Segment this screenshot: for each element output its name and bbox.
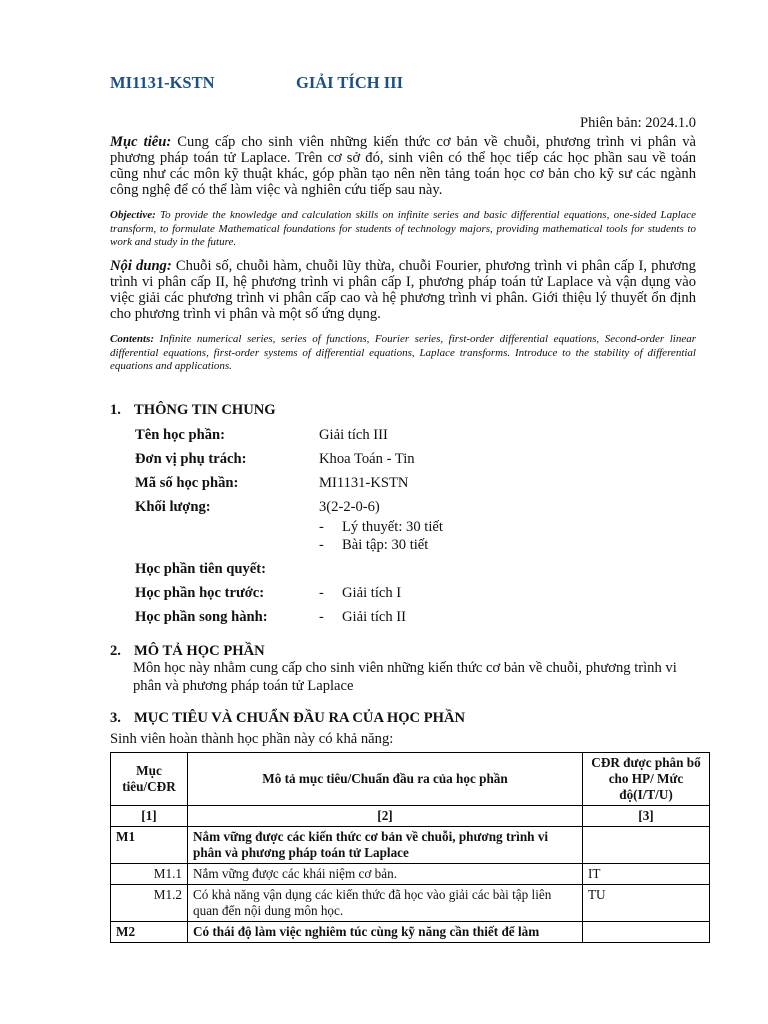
content-en-text: Infinite numerical series, series of functions, Fourier series, first-order differential equations, Second-order linear differential equations, first-order systems of differential equations, Laplace transforms. Introduce to the stability of differential equations and applications. <box>110 333 696 373</box>
section3-intro: Sinh viên hoàn thành học phần này có khả năng: <box>110 731 394 747</box>
dash-practice: - <box>319 537 324 553</box>
table-cell-id: M1 <box>111 827 188 864</box>
table-cell-id: M1.1 <box>111 864 188 885</box>
info-key-prereq: Học phần tiên quyết: <box>135 561 266 577</box>
table-header-row <box>111 753 710 806</box>
table-cell-desc: Nắm vững được các khái niệm cơ bản. <box>188 864 583 885</box>
theory-hours: Lý thuyết: 30 tiết <box>342 519 443 535</box>
section2-heading <box>110 643 265 660</box>
objectives-table <box>110 752 710 943</box>
table-col-number-2: [2] <box>188 806 583 827</box>
table-cell-level <box>583 827 710 864</box>
section3-title: MỤC TIÊU VÀ CHUẨN ĐẦU RA CỦA HỌC PHẦN <box>134 710 466 726</box>
content-en-label: Contents: <box>110 333 155 345</box>
table-col-number-3: [3] <box>583 806 710 827</box>
content-en <box>110 333 696 374</box>
objective-vn-label: Mục tiêu: <box>110 134 172 150</box>
info-value-unit: Khoa Toán - Tin <box>319 451 415 467</box>
info-key-prior: Học phần học trước: <box>135 585 265 601</box>
table-row <box>111 922 710 943</box>
table-row <box>111 827 710 864</box>
table-cell-id: M1.2 <box>111 885 188 922</box>
table-header-id: Mục tiêu/CĐR <box>111 753 188 806</box>
info-value-prior: Giải tích I <box>342 585 402 601</box>
info-value-code: MI1131-KSTN <box>319 475 409 491</box>
section3-heading <box>110 710 465 727</box>
table-header-desc: Mô tả mục tiêu/Chuẩn đầu ra của học phần <box>188 753 583 806</box>
table-cell-desc: Có thái độ làm việc nghiêm túc cùng kỹ năng cần thiết để làm <box>188 922 583 943</box>
content-vn-label: Nội dung: <box>110 258 172 274</box>
info-key-unit: Đơn vị phụ trách: <box>135 451 247 467</box>
info-key-parallel: Học phần song hành: <box>135 609 268 625</box>
dash-prior: - <box>319 585 324 601</box>
practice-hours: Bài tập: 30 tiết <box>342 537 429 553</box>
dash-parallel: - <box>319 609 324 625</box>
info-value-parallel: Giải tích II <box>342 609 407 625</box>
table-header-level: CĐR được phân bổ cho HP/ Mức độ(I/T/U) <box>583 753 710 806</box>
info-key-code: Mã số học phần: <box>135 475 239 491</box>
section2-number: 2. <box>110 643 121 659</box>
section1-number: 1. <box>110 402 121 418</box>
objective-en-label: Objective: <box>110 209 156 221</box>
table-cell-level: TU <box>583 885 710 922</box>
table-number-row <box>111 806 710 827</box>
table-cell-desc: Nắm vững được các kiến thức cơ bản về chuỗi, phương trình vi phân và phương pháp toán tử Laplace <box>188 827 583 864</box>
section2-text: Môn học này nhằm cung cấp cho sinh viên những kiến thức cơ bản về chuỗi, phương trình vi phân và phương pháp toán tử Laplace <box>133 660 677 694</box>
objective-vn <box>110 134 696 198</box>
objective-en <box>110 209 696 250</box>
info-key-load: Khối lượng: <box>135 499 211 515</box>
info-key-name: Tên học phần: <box>135 427 226 443</box>
course-title: GIẢI TÍCH III <box>296 73 403 92</box>
section2-title: MÔ TẢ HỌC PHẦN <box>134 643 265 659</box>
info-value-name: Giải tích III <box>319 427 388 443</box>
version-label: Phiên bản: 2024.1.0 <box>580 115 696 131</box>
table-cell-id: M2 <box>111 922 188 943</box>
table-col-number-1: [1] <box>111 806 188 827</box>
content-vn <box>110 258 696 322</box>
dash-theory: - <box>319 519 324 535</box>
table-row <box>111 864 710 885</box>
course-code: MI1131-KSTN <box>110 73 215 92</box>
section3-number: 3. <box>110 710 121 726</box>
table-cell-desc: Có khả năng vận dụng các kiến thức đã học vào giải các bài tập liên quan đến nội dung môn học. <box>188 885 583 922</box>
section1-heading <box>110 402 276 419</box>
table-cell-level <box>583 922 710 943</box>
table-cell-level: IT <box>583 864 710 885</box>
table-row <box>111 885 710 922</box>
section1-title: THÔNG TIN CHUNG <box>134 402 276 418</box>
objective-en-text: To provide the knowledge and calculation skills on infinite series and basic differential equations, one-sided Laplace transform, to formulate Mathematical foundations for students of technology majors, providing mathematical tools for students to work and study in the future. <box>110 209 696 249</box>
objective-vn-text: Cung cấp cho sinh viên những kiến thức cơ bản về chuỗi, phương trình vi phân và phương pháp toán tử Laplace. Trên cơ sở đó, sinh viên có thể học tiếp các học phần sau về toán cũng như các môn kỹ thuật khác, góp phần tạo nên nền tảng toán học cơ bản cho kỹ sư các ngành công nghệ để có thể làm việc và nghiên cứu tiếp sau này. <box>110 134 696 198</box>
content-vn-text: Chuỗi số, chuỗi hàm, chuỗi lũy thừa, chuỗi Fourier, phương trình vi phân cấp I, phương trình vi phân cấp II, hệ phương trình vi phân cấp I, phương pháp toán tử Laplace và vận dụng vào việc giải các phương trình vi phân cấp cao và hệ phương trình vi phân. Giới thiệu lý thuyết ổn định cho phương trình vi phân và một số ứng dụng. <box>110 258 696 322</box>
info-value-load: 3(2-2-0-6) <box>319 499 380 515</box>
